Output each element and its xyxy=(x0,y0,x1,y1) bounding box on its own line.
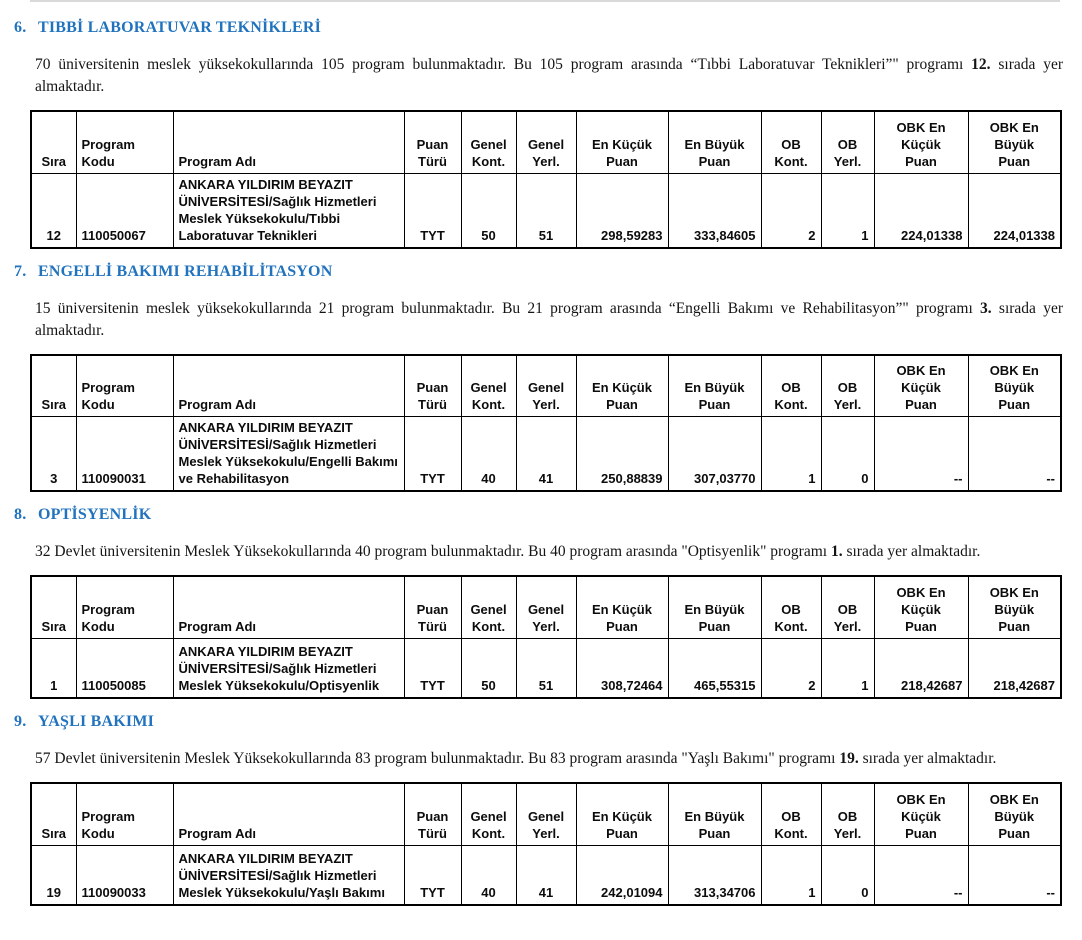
section-yasli-bakimi xyxy=(14,713,1063,906)
header-en-buyuk-puan: En Büyük Puan xyxy=(668,111,761,173)
cell-genel-yerl: 51 xyxy=(516,173,576,248)
rank-number: 1. xyxy=(830,543,843,560)
section-title: ENGELLİ BAKIMI REHABİLİTASYON xyxy=(38,262,333,280)
header-genel-kont: Genel Kont. xyxy=(461,355,516,417)
header-genel-kont: Genel Kont. xyxy=(461,783,516,845)
cell-ob-kont: 1 xyxy=(761,417,821,492)
section-heading xyxy=(14,19,1063,37)
program-table xyxy=(30,575,1062,699)
header-obk-en-buyuk-puan: OBK En Büyük Puan xyxy=(968,783,1061,845)
header-obk-en-buyuk-puan: OBK En Büyük Puan xyxy=(968,355,1061,417)
cell-en-buyuk-puan: 313,34706 xyxy=(668,845,761,905)
table-header-row xyxy=(31,111,1061,173)
cell-program-adi: ANKARA YILDIRIM BEYAZIT ÜNİVERSİTESİ/Sağlık Hizmetleri Meslek Yüksekokulu/Engelli Bakımı ve Rehabilitasyon xyxy=(173,417,404,492)
header-program-adi: Program Adı xyxy=(173,576,404,638)
section-tibbi-laboratuvar-teknikleri xyxy=(14,19,1063,249)
header-genel-yerl: Genel Yerl. xyxy=(516,576,576,638)
header-ob-yerl: OB Yerl. xyxy=(821,576,874,638)
section-number: 9. xyxy=(14,713,27,730)
header-en-kucuk-puan: En Küçük Puan xyxy=(576,783,668,845)
paragraph-text: sırada yer almaktadır. xyxy=(35,56,1063,95)
cell-puan-turu: TYT xyxy=(404,417,461,492)
cell-program-adi: ANKARA YILDIRIM BEYAZIT ÜNİVERSİTESİ/Sağlık Hizmetleri Meslek Yüksekokulu/Optisyenlik xyxy=(173,638,404,698)
section-number: 6. xyxy=(14,19,27,36)
cell-program-kodu: 110050067 xyxy=(76,173,173,248)
cell-ob-yerl: 0 xyxy=(821,417,874,492)
header-ob-kont: OB Kont. xyxy=(761,355,821,417)
program-table-container xyxy=(30,354,1063,493)
header-sira: Sıra xyxy=(31,355,76,417)
section-title: YAŞLI BAKIMI xyxy=(38,713,155,730)
cell-obk-en-buyuk-puan: -- xyxy=(968,417,1061,492)
header-puan-turu: Puan Türü xyxy=(404,355,461,417)
table-row xyxy=(31,638,1061,698)
header-program-adi: Program Adı xyxy=(173,111,404,173)
cell-ob-kont: 2 xyxy=(761,173,821,248)
cell-program-kodu: 110090033 xyxy=(76,845,173,905)
header-puan-turu: Puan Türü xyxy=(404,576,461,638)
header-ob-yerl: OB Yerl. xyxy=(821,783,874,845)
table-header-row xyxy=(31,576,1061,638)
section-heading xyxy=(14,263,1063,281)
cell-ob-yerl: 1 xyxy=(821,638,874,698)
cell-genel-kont: 50 xyxy=(461,173,516,248)
table-header-row xyxy=(31,355,1061,417)
cell-program-kodu: 110050085 xyxy=(76,638,173,698)
cell-obk-en-kucuk-puan: 218,42687 xyxy=(874,638,968,698)
section-paragraph xyxy=(35,54,1063,98)
header-en-buyuk-puan: En Büyük Puan xyxy=(668,355,761,417)
cell-program-adi: ANKARA YILDIRIM BEYAZIT ÜNİVERSİTESİ/Sağlık Hizmetleri Meslek Yüksekokulu/Yaşlı Bakımı xyxy=(173,845,404,905)
paragraph-text: 70 üniversitenin meslek yüksekokullarında 105 program bulunmaktadır. Bu 105 program arasında “Tıbbi Laboratuvar Teknikleri”" programı xyxy=(35,56,972,73)
paragraph-text: sırada yer almaktadır. xyxy=(35,299,1063,339)
cell-sira: 1 xyxy=(31,638,76,698)
header-obk-en-buyuk-puan: OBK En Büyük Puan xyxy=(968,111,1061,173)
section-engelli-bakimi-rehabilitasyon xyxy=(14,263,1063,493)
section-paragraph xyxy=(35,298,1063,342)
section-title: OPTİSYENLİK xyxy=(38,506,152,523)
program-table-container xyxy=(30,782,1063,906)
cell-genel-yerl: 51 xyxy=(516,638,576,698)
header-ob-yerl: OB Yerl. xyxy=(821,355,874,417)
header-sira: Sıra xyxy=(31,111,76,173)
header-ob-kont: OB Kont. xyxy=(761,783,821,845)
table-header-row xyxy=(31,783,1061,845)
header-obk-en-kucuk-puan: OBK En Küçük Puan xyxy=(874,783,968,845)
paragraph-text: sırada yer almaktadır. xyxy=(842,543,981,560)
cell-en-kucuk-puan: 298,59283 xyxy=(576,173,668,248)
cell-en-buyuk-puan: 307,03770 xyxy=(668,417,761,492)
header-ob-kont: OB Kont. xyxy=(761,111,821,173)
section-title: TIBBİ LABORATUVAR TEKNİKLERİ xyxy=(38,19,322,36)
header-program-adi: Program Adı xyxy=(173,783,404,845)
header-genel-yerl: Genel Yerl. xyxy=(516,783,576,845)
header-obk-en-kucuk-puan: OBK En Küçük Puan xyxy=(874,576,968,638)
header-en-buyuk-puan: En Büyük Puan xyxy=(668,783,761,845)
cell-ob-kont: 1 xyxy=(761,845,821,905)
cell-en-kucuk-puan: 250,88839 xyxy=(576,417,668,492)
program-table-container xyxy=(30,110,1063,249)
header-program-kodu: Program Kodu xyxy=(76,576,173,638)
cell-program-kodu: 110090031 xyxy=(76,417,173,492)
cell-en-buyuk-puan: 465,55315 xyxy=(668,638,761,698)
paragraph-text: 57 Devlet üniversitenin Meslek Yüksekokullarında 83 program bulunmaktadır. Bu 83 program arasında "Yaşlı Bakımı" programı xyxy=(35,750,840,767)
cell-obk-en-buyuk-puan: 224,01338 xyxy=(968,173,1061,248)
paragraph-text: sırada yer almaktadır. xyxy=(858,750,997,767)
cell-genel-kont: 50 xyxy=(461,638,516,698)
cell-obk-en-buyuk-puan: -- xyxy=(968,845,1061,905)
header-sira: Sıra xyxy=(31,576,76,638)
section-optisyenlik xyxy=(14,506,1063,699)
header-puan-turu: Puan Türü xyxy=(404,783,461,845)
section-number: 7. xyxy=(14,262,27,280)
cell-en-kucuk-puan: 242,01094 xyxy=(576,845,668,905)
header-en-kucuk-puan: En Küçük Puan xyxy=(576,111,668,173)
cell-puan-turu: TYT xyxy=(404,845,461,905)
cell-obk-en-buyuk-puan: 218,42687 xyxy=(968,638,1061,698)
program-table xyxy=(30,354,1062,493)
cell-puan-turu: TYT xyxy=(404,173,461,248)
header-genel-yerl: Genel Yerl. xyxy=(516,111,576,173)
cell-genel-yerl: 41 xyxy=(516,417,576,492)
cell-ob-kont: 2 xyxy=(761,638,821,698)
header-obk-en-buyuk-puan: OBK En Büyük Puan xyxy=(968,576,1061,638)
header-obk-en-kucuk-puan: OBK En Küçük Puan xyxy=(874,111,968,173)
section-paragraph xyxy=(35,541,1063,563)
cell-sira: 19 xyxy=(31,845,76,905)
header-sira: Sıra xyxy=(31,783,76,845)
table-row xyxy=(31,417,1061,492)
program-table xyxy=(30,782,1062,906)
cell-en-kucuk-puan: 308,72464 xyxy=(576,638,668,698)
header-ob-yerl: OB Yerl. xyxy=(821,111,874,173)
header-program-kodu: Program Kodu xyxy=(76,355,173,417)
header-program-kodu: Program Kodu xyxy=(76,783,173,845)
header-en-buyuk-puan: En Büyük Puan xyxy=(668,576,761,638)
cell-ob-yerl: 0 xyxy=(821,845,874,905)
header-en-kucuk-puan: En Küçük Puan xyxy=(576,576,668,638)
header-ob-kont: OB Kont. xyxy=(761,576,821,638)
rank-number: 19. xyxy=(839,750,859,767)
header-obk-en-kucuk-puan: OBK En Küçük Puan xyxy=(874,355,968,417)
table-row xyxy=(31,845,1061,905)
cell-genel-kont: 40 xyxy=(461,417,516,492)
cell-sira: 3 xyxy=(31,417,76,492)
section-number: 8. xyxy=(14,506,27,523)
cell-program-adi: ANKARA YILDIRIM BEYAZIT ÜNİVERSİTESİ/Sağlık Hizmetleri Meslek Yüksekokulu/Tıbbi Laboratuvar Teknikleri xyxy=(173,173,404,248)
program-table-container xyxy=(30,575,1063,699)
cell-en-buyuk-puan: 333,84605 xyxy=(668,173,761,248)
header-en-kucuk-puan: En Küçük Puan xyxy=(576,355,668,417)
header-puan-turu: Puan Türü xyxy=(404,111,461,173)
cell-genel-yerl: 41 xyxy=(516,845,576,905)
header-genel-kont: Genel Kont. xyxy=(461,111,516,173)
cell-obk-en-kucuk-puan: 224,01338 xyxy=(874,173,968,248)
cell-obk-en-kucuk-puan: -- xyxy=(874,845,968,905)
page-top-artifact xyxy=(30,0,1060,2)
paragraph-text: 15 üniversitenin meslek yüksekokullarında 21 program bulunmaktadır. Bu 21 program arasında “Engelli Bakımı ve Rehabilitasyon”" programı xyxy=(35,299,981,317)
cell-puan-turu: TYT xyxy=(404,638,461,698)
rank-number: 3. xyxy=(980,299,992,317)
section-heading xyxy=(14,506,1063,524)
header-genel-yerl: Genel Yerl. xyxy=(516,355,576,417)
cell-sira: 12 xyxy=(31,173,76,248)
rank-number: 12. xyxy=(971,56,991,73)
paragraph-text: 32 Devlet üniversitenin Meslek Yüksekokullarında 40 program bulunmaktadır. Bu 40 program arasında "Optisyenlik" programı xyxy=(35,543,831,560)
header-program-kodu: Program Kodu xyxy=(76,111,173,173)
table-row xyxy=(31,173,1061,248)
section-heading xyxy=(14,713,1063,731)
program-table xyxy=(30,110,1062,249)
cell-genel-kont: 40 xyxy=(461,845,516,905)
cell-obk-en-kucuk-puan: -- xyxy=(874,417,968,492)
header-genel-kont: Genel Kont. xyxy=(461,576,516,638)
section-paragraph xyxy=(35,748,1063,770)
header-program-adi: Program Adı xyxy=(173,355,404,417)
cell-ob-yerl: 1 xyxy=(821,173,874,248)
